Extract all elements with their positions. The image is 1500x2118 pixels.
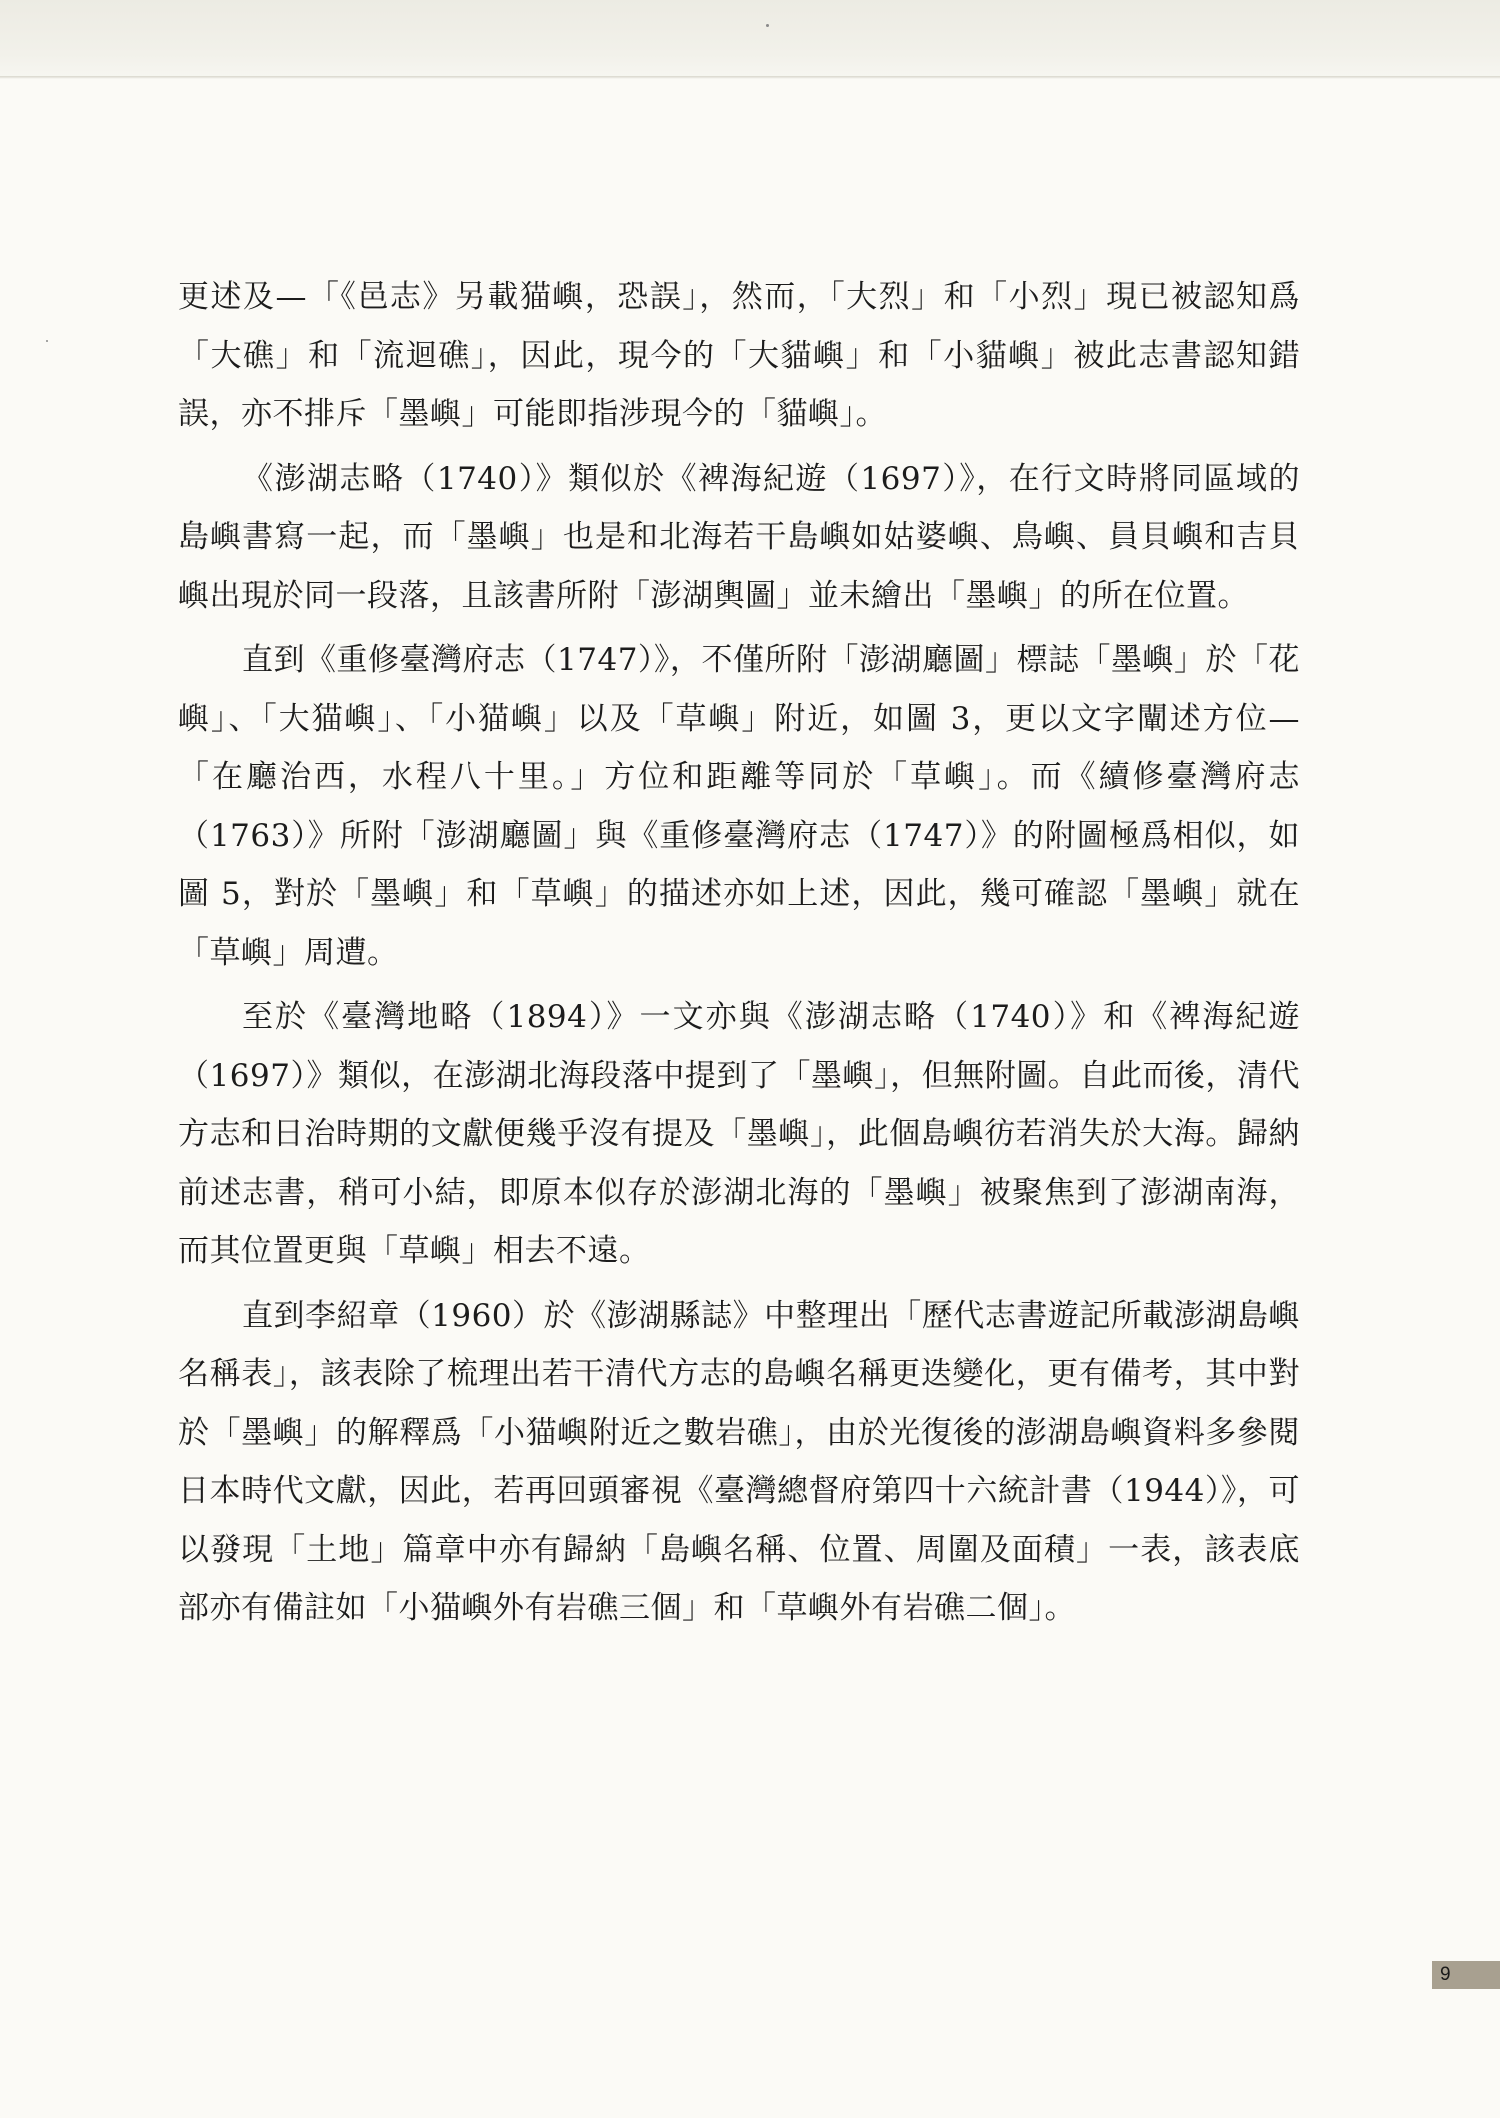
paragraph-chongxiu-taiwan-fuzhi: 直到《重修臺灣府志（1747）》，不僅所附「澎湖廳圖」標誌「墨嶼」於「花嶼」、「大猫嶼」、「小猫嶼」以及「草嶼」附近，如圖 3，更以文字闡述方位—「在廳治西，水程八十里。」方位和距離等同於「草嶼」。而《續修臺灣府志（1763）》所附「澎湖廳圖」與《重修臺灣府志（1747）》的附圖極爲相似，如圖 5，對於「墨嶼」和「草嶼」的描述亦如上述，因此，幾可確認「墨嶼」就在「草嶼」周遭。 [178,642,1300,971]
page-number-tab [1432,1961,1500,1989]
paragraph-penghu-xianzhi: 直到李紹章（1960）於《澎湖縣誌》中整理出「歷代志書遊記所載澎湖島嶼名稱表」，該表除了梳理出若干清代方志的島嶼名稱更迭變化，更有備考，其中對於「墨嶼」的解釋爲「小猫嶼附近之數岩礁」，由於光復後的澎湖島嶼資料多參閱日本時代文獻，因此，若再回頭審視《臺灣總督府第四十六統計書（1944）》，可以發現「土地」篇章中亦有歸納「島嶼名稱、位置、周圍及面積」一表，該表底部亦有備註如「小猫嶼外有岩礁三個」和「草嶼外有岩礁二個」。 [178,1297,1300,1626]
scan-top-band [0,0,1500,78]
paragraph-penghu-zhilue: 《澎湖志略（1740）》類似於《裨海紀遊（1697）》，在行文時將同區域的島嶼書寫一起，而「墨嶼」也是和北海若干島嶼如姑婆嶼、鳥嶼、員貝嶼和吉貝嶼出現於同一段落，且該書所附「澎湖輿圖」並未繪出「墨嶼」的所在位置。 [178,460,1300,614]
paragraph-taiwan-dilue: 至於《臺灣地略（1894）》一文亦與《澎湖志略（1740）》和《裨海紀遊（1697）》類似，在澎湖北海段落中提到了「墨嶼」，但無附圖。自此而後，清代方志和日治時期的文獻便幾乎沒有提及「墨嶼」，此個島嶼彷若消失於大海。歸納前述志書，稍可小結，即原本似存於澎湖北海的「墨嶼」被聚焦到了澎湖南海，而其位置更與「草嶼」相去不遠。 [178,999,1300,1269]
scan-speck [766,24,769,27]
paper-edge-shadow [0,76,1500,79]
paragraph-continued: 更述及—「《邑志》另載猫嶼，恐誤」，然而，「大烈」和「小烈」現已被認知爲「大礁」和「流迴礁」，因此，現今的「大貓嶼」和「小貓嶼」被此志書認知錯誤，亦不排斥「墨嶼」可能即指涉現今的「貓嶼」。 [178,279,1300,432]
scan-speck [46,340,48,342]
page-number: 9 [1440,1964,1451,1985]
body-text [178,268,1300,1644]
